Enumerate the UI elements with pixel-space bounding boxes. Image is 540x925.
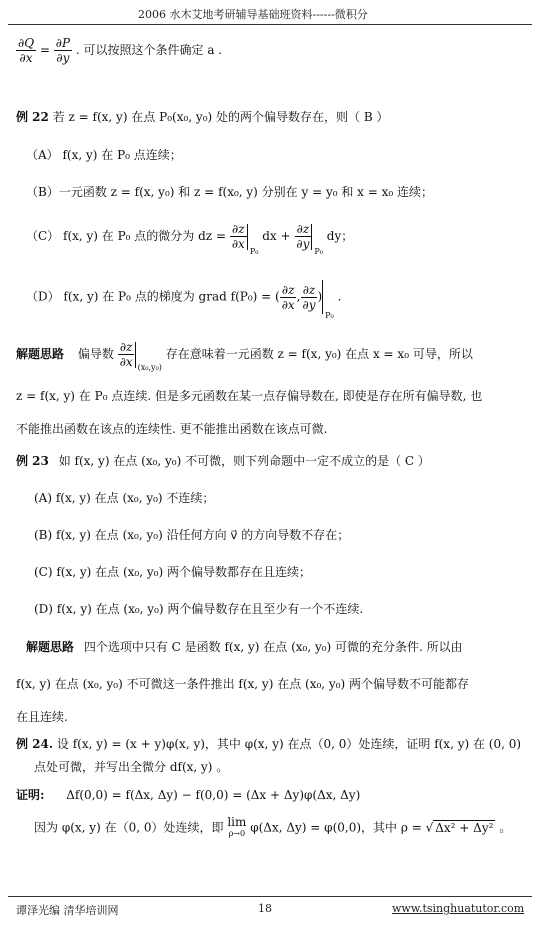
example-24-line-1: 例 24. 设 f(x, y) = (x + y)φ(x, y)，其中 φ(x, y) 在点（0, 0）处连续，证明 f(x, y) 在 (0, 0) (16, 737, 522, 751)
solution-23-line-1: 解题思路 四个选项中只有 C 是函数 f(x, y) 在点 (x₀, y₀) 可微的充分条件. 所以由 (26, 640, 463, 654)
solution-23-line-2: f(x, y) 在点 (x₀, y₀) 不可微这一条件推出 f(x, y) 在点 (x₀, y₀) 两个偏导数不可能都存 (16, 677, 469, 691)
solution-23-line-3: 在且连续. (16, 710, 68, 724)
example-23-option-d: (D) f(x, y) 在点 (x₀, y₀) 两个偏导数存在且至少有一个不连续. (34, 602, 364, 616)
example-23-option-a: (A) f(x, y) 在点 (x₀, y₀) 不连续； (34, 491, 215, 505)
proof-line-2: 因为 φ(x, y) 在（0, 0）处连续，即 lim ρ→0 φ(Δx, Δy) = φ(0,0)，其中 ρ = √ Δx² + Δy² 。 (34, 815, 512, 838)
limit-operator: lim ρ→0 (227, 815, 247, 838)
example-23-option-c: (C) f(x, y) 在点 (x₀, y₀) 两个偏导数都存在且连续； (34, 565, 311, 579)
header-divider (8, 24, 532, 25)
intro-line: $\frac{\partial Q}{\partial x}$ = $\frac{\partial P}{\partial y}$ . 可以按照这个条件确定 a . (18, 36, 223, 65)
example-23-stem: 例 23 如 f(x, y) 在点 (x₀, y₀) 不可微，则下列命题中一定不成立的是（ C ） (16, 454, 430, 468)
example-22-option-d: （D） f(x, y) 在 P₀ 点的梯度为 grad f(P₀) = ( $\frac{\partial z}{\partial x}$ , $\frac{\partial z}{\partial y}$ )$_{P_0}$ . (26, 280, 341, 314)
square-root: √ Δx² + Δy² (425, 820, 494, 835)
example-24-line-2: 点处可微，并写出全微分 df(x, y) 。 (34, 760, 229, 774)
proof-line-1: 证明: Δf(0,0) = f(Δx, Δy) − f(0,0) = (Δx + Δy)φ(Δx, Δy) (16, 788, 361, 802)
example-23-option-b: (B) f(x, y) 在点 (x₀, y₀) 沿任何方向 v⃗ 的方向导数不存在； (34, 528, 350, 542)
solution-22-line-3: 不能推出函数在该点的连续性. 更不能推出函数在该点可微. (16, 422, 328, 436)
solution-22-line-2: z = f(x, y) 在 P₀ 点连续. 但是多元函数在某一点存偏导数在, 即使是存在所有偏导数, 也 (16, 389, 483, 403)
page-number: 18 (258, 902, 272, 915)
example-22-stem: 例 22 若 z = f(x, y) 在点 P₀(x₀, y₀) 处的两个偏导数存在，则（ B ） (16, 110, 389, 124)
example-22-option-b: （B）一元函数 z = f(x, y₀) 和 z = f(x₀, y) 分别在 y = y₀ 和 x = x₀ 连续； (26, 185, 434, 199)
footer-author: 谭泽光编 清华培训网 (16, 904, 119, 917)
example-22-option-c: （C） f(x, y) 在 P₀ 点的微分为 dz = $\frac{\partial z}{\partial x}$ $_{P_0}$ dx + $\frac{\partial z}{\partial y}$ $_{P_0}$ dy； (26, 222, 354, 256)
solution-22-line-1: 解题思路 偏导数 $\frac{\partial z}{\partial x}$ $_{(x_0,y_0)}$ 存在意味着一元函数 z = f(x, y₀) 在点 x = x₀ 可导，所以 (16, 340, 473, 372)
intro-fraction-left: $\frac{\partial Q}{\partial x}$ (18, 36, 35, 65)
example-22-option-a: （A） f(x, y) 在 P₀ 点连续； (26, 148, 182, 162)
page-header: 2006 水木艾地考研辅导基础班资料------微积分 (138, 8, 368, 21)
footer-divider (8, 896, 532, 897)
intro-fraction-right: $\frac{\partial P}{\partial y}$ (55, 36, 71, 65)
footer-website-link[interactable]: www.tsinghuatutor.com (392, 902, 525, 915)
